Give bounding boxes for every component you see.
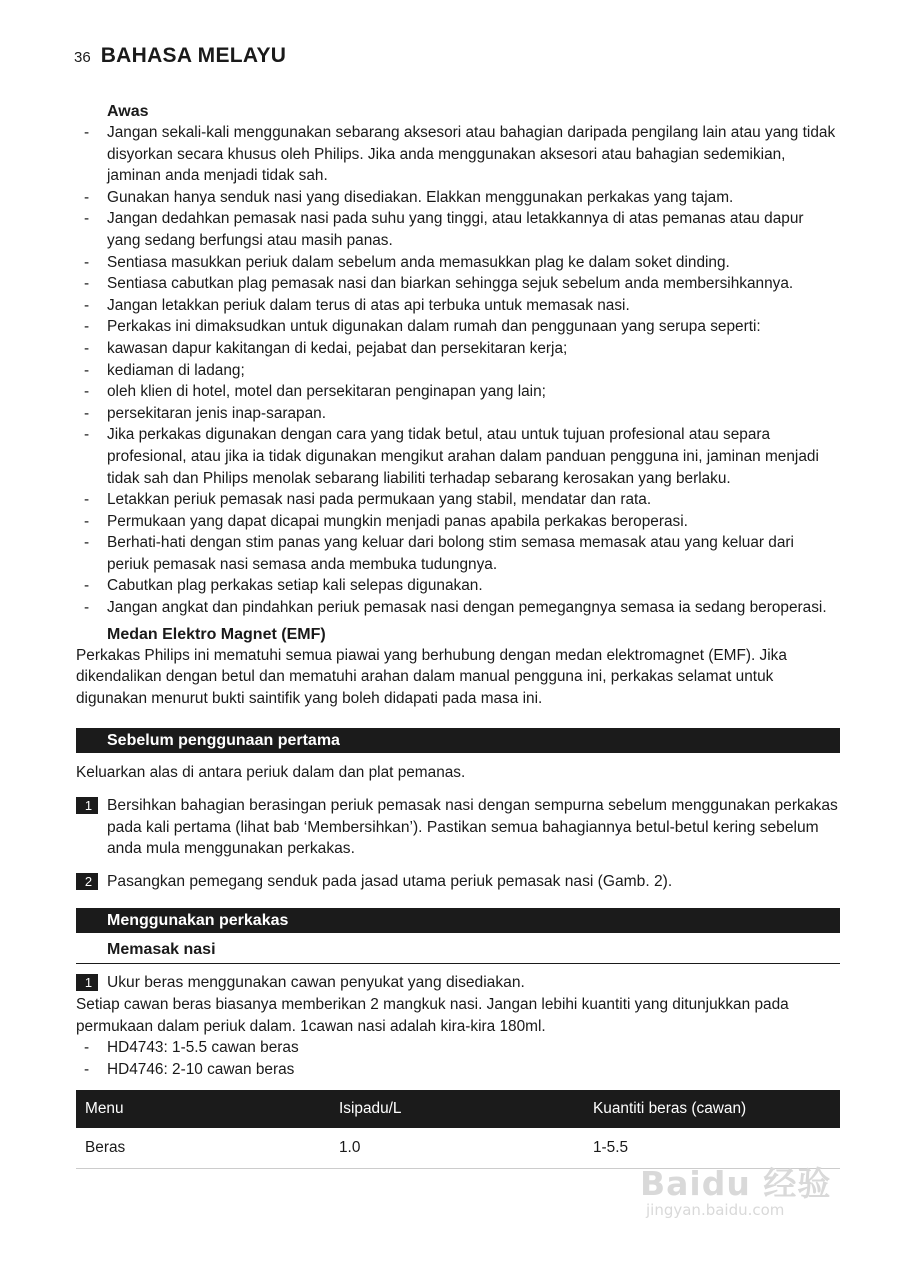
table-cell: 1.0 [330,1128,584,1169]
step-number: 1 [76,974,98,991]
cooking-rice-heading: Memasak nasi [76,939,840,964]
list-item: - kediaman di ladang; [76,360,840,382]
list-item: - Jangan letakkan periuk dalam terus di atas api terbuka untuk memasak nasi. [76,295,840,317]
step-number: 1 [76,797,98,814]
step-text: Bersihkan bahagian berasingan periuk pemasak nasi dengan sempurna sebelum menggunakan perkakas pada kali pertama (lihat bab ‘Membersihkan’). Pastikan semua bahagiannya betul-betul kering sebelum anda mula menggunakan perkakas. [107,797,838,858]
list-item: - kawasan dapur kakitangan di kedai, pejabat dan persekitaran kerja; [76,338,840,360]
list-item: - HD4746: 2-10 cawan beras [76,1059,840,1081]
list-item: - persekitaran jenis inap-sarapan. [76,403,840,425]
list-item: - Gunakan hanya senduk nasi yang disediakan. Elakkan menggunakan perkakas yang tajam. [76,187,840,209]
language-title: BAHASA MELAYU [100,44,287,67]
watermark-logo: Baidu 经验 [640,1164,832,1203]
step-item [76,972,840,994]
list-item: - Jangan sekali-kali menggunakan sebarang aksesori atau bahagian daripada pengilang lain atau yang tidak disyorkan secara khusus oleh Philips. Jika anda menggunakan aksesori atau bahagian sedemikian, jaminan anda menjadi tidak sah. [76,122,840,187]
list-item: - Sentiasa cabutkan plag pemasak nasi dan biarkan sehingga sejuk sebelum anda membersihkannya. [76,273,840,295]
emf-paragraph: Perkakas Philips ini mematuhi semua piawai yang berhubung dengan medan elektromagnet (EMF). Jika dikendalikan dengan betul dan mematuhi arahan dalam manual pengguna ini, perkakas selamat untuk digunakan menurut bukti saintifik yang boleh didapati pada masa ini. [76,646,787,707]
warning-list [76,122,840,619]
baidu-watermark [640,1158,831,1219]
list-item: - Jika perkakas digunakan dengan cara yang tidak betul, atau untuk tujuan profesional atau separa profesional, atau jika ia tidak digunakan mengikut arahan dalam panduan pengguna ini, jaminan menjadi tidak sah dan Philips menolak sebarang liabiliti terhadap sebarang kerosakan yang berlaku. [76,424,840,489]
list-item: - Letakkan periuk pemasak nasi pada permukaan yang stabil, mendatar dan rata. [76,489,840,511]
warning-heading: Awas [107,103,149,120]
table-header-row [76,1090,840,1128]
page-content [76,101,840,1169]
step-text: Ukur beras menggunakan cawan penyukat yang disediakan. [107,974,525,992]
before-first-use-intro: Keluarkan alas di antara periuk dalam dan plat pemanas. [76,764,466,782]
list-item: - Perkakas ini dimaksudkan untuk digunakan dalam rumah dan penggunaan yang serupa seperti: [76,316,840,338]
list-item: - Jangan dedahkan pemasak nasi pada suhu yang tinggi, atau letakkannya di atas pemanas atau dapur yang sedang berfungsi atau masih panas. [76,208,840,251]
step-text: Pasangkan pemegang senduk pada jasad utama periuk pemasak nasi (Gamb. 2). [107,872,673,890]
list-item: - HD4743: 1-5.5 cawan beras [76,1037,840,1059]
list-item: - Sentiasa masukkan periuk dalam sebelum anda memasukkan plag ke dalam soket dinding. [76,252,840,274]
list-item: - oleh klien di hotel, motel dan persekitaran penginapan yang lain; [76,381,840,403]
column-header: Menu [76,1090,330,1128]
step-number: 2 [76,873,98,890]
page-header [74,44,286,68]
step-item [76,871,840,893]
section-before-first-use: Sebelum penggunaan pertama [76,728,840,753]
watermark-url: jingyan.baidu.com [646,1201,785,1219]
column-header: Isipadu/L [330,1090,584,1128]
step-item [76,795,840,860]
rice-note: Setiap cawan beras biasanya memberikan 2 mangkuk nasi. Jangan lebihi kuantiti yang ditunjukkan pada permukaan dalam periuk dalam. 1cawan nasi adalah kira-kira 180ml. [76,996,789,1035]
section-using-appliance: Menggunakan perkakas [76,908,840,933]
emf-heading: Medan Elektro Magnet (EMF) [107,625,326,643]
page-number: 36 [74,49,91,66]
table-cell: 1-5.5 [584,1128,840,1169]
model-list [76,1037,840,1080]
list-item: - Cabutkan plag perkakas setiap kali selepas digunakan. [76,575,840,597]
list-item: - Permukaan yang dapat dicapai mungkin menjadi panas apabila perkakas beroperasi. [76,511,840,533]
list-item: - Berhati-hati dengan stim panas yang keluar dari bolong stim semasa memasak atau yang keluar dari periuk pemasak nasi semasa anda membuka tudungnya. [76,532,840,575]
table-cell: Beras [76,1128,330,1169]
list-item: - Jangan angkat dan pindahkan periuk pemasak nasi dengan pemegangnya semasa ia sedang beroperasi. [76,597,840,619]
column-header: Kuantiti beras (cawan) [584,1090,840,1128]
